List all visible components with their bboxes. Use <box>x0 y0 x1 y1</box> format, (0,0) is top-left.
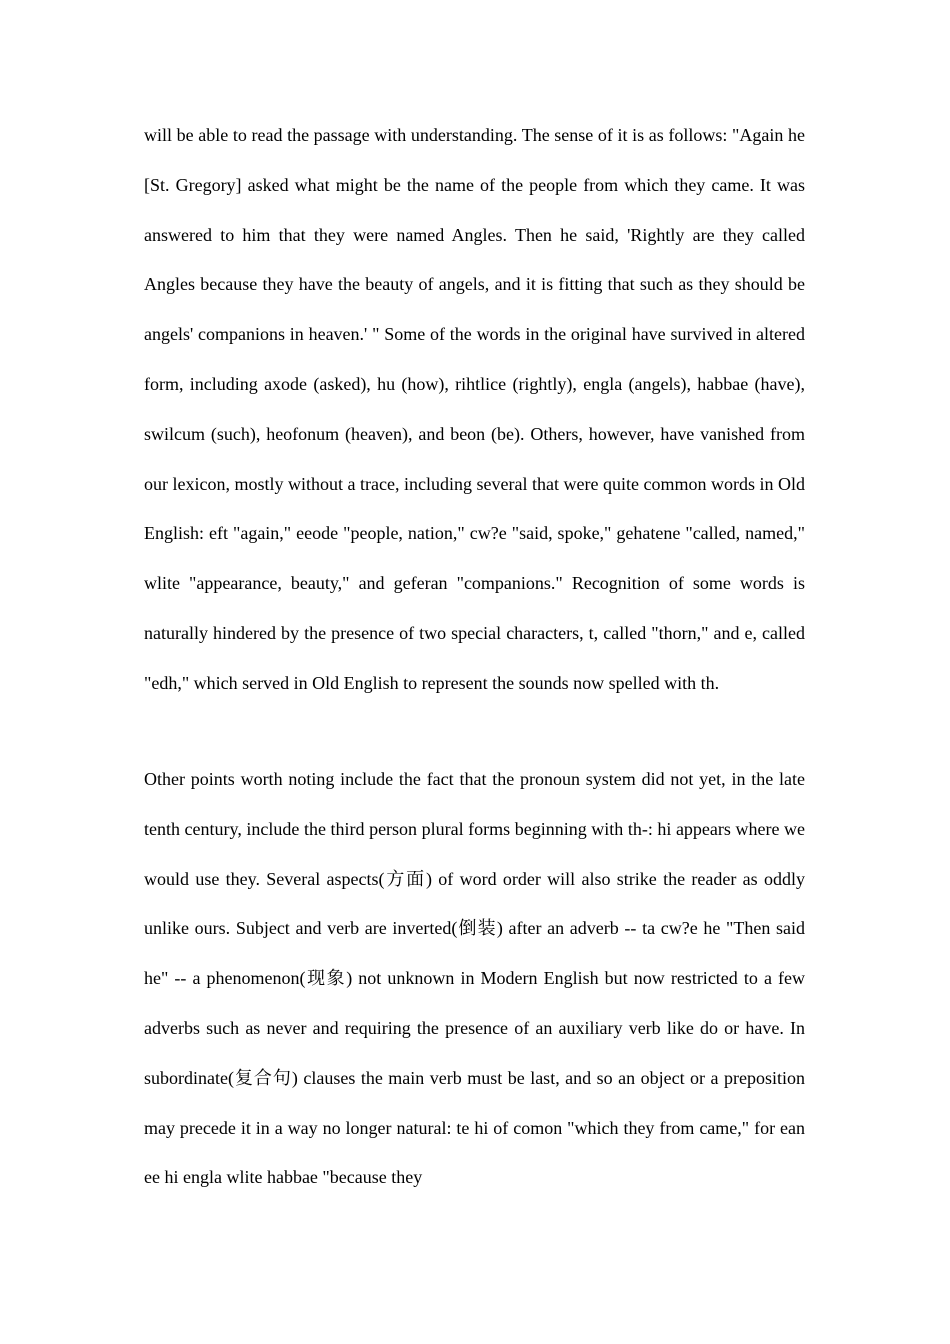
paragraph-translation-notes: will be able to read the passage with understanding. The sense of it is as follows: "Again he [St. Gregory] asked what might be the name of the people from which they came. It was answered to him that they were named Angles. Then he said, 'Rightly are they called Angles because they have the beauty of angels, and it is fitting that such as they should be angels' companions in heaven.' " Some of the words in the original have survived in altered form, including axode (asked), hu (how), rihtlice (rightly), engla (angels), habbae (have), swilcum (such), heofonum (heaven), and beon (be). Others, however, have vanished from our lexicon, mostly without a trace, including several that were quite common words in Old English: eft "again," eeode "people, nation," cw?e "said, spoke," gehatene "called, named," wlite "appearance, beauty," and geferan "companions." Recognition of some words is naturally hindered by the presence of two special characters, t, called "thorn," and e, called "edh," which served in Old English to represent the sounds now spelled with th. <box>144 125 805 693</box>
paragraph-grammar-notes: Other points worth noting include the fact that the pronoun system did not yet, in the late tenth century, include the third person plural forms beginning with th-: hi appears where we would use they. Several aspects(方面) of word order will also strike the reader as oddly unlike ours. Subject and verb are inverted(倒装) after an adverb -- ta cw?e he "Then said he" -- a phenomenon(现象) not unknown in Modern English but now restricted to a few adverbs such as never and requiring the presence of an auxiliary verb like do or have. In subordinate(复合句) clauses the main verb must be last, and so an object or a preposition may precede it in a way no longer natural: te hi of comon "which they from came," for ean ee hi engla wlite habbae "because they <box>144 769 805 1188</box>
